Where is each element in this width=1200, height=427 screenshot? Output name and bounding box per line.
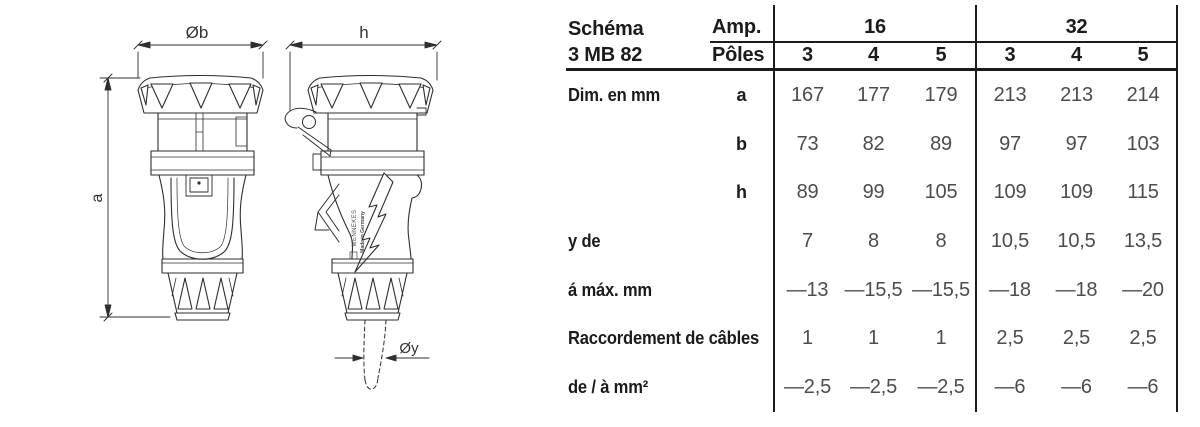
- wing-tab: [315, 184, 339, 242]
- value-cell: 8: [935, 229, 947, 252]
- amp-label: Amp.: [710, 5, 773, 43]
- value-cell: 115: [1110, 168, 1178, 217]
- value-cell: 89: [930, 132, 952, 155]
- dim-b-label: Øb: [185, 23, 209, 42]
- value-cell: —15,5: [912, 278, 970, 301]
- value-cell: 103: [1110, 120, 1178, 169]
- poles-32-4: 4: [1043, 43, 1110, 71]
- value-cell: 97: [975, 120, 1043, 169]
- value-cell: 2,5: [1062, 327, 1091, 350]
- value-cell: 167: [773, 71, 840, 120]
- dim-y-label: Øy: [399, 340, 419, 357]
- value-cell: 13,5: [1110, 217, 1178, 266]
- table-header-amp-row: [566, 5, 1178, 43]
- value-cell: 7: [773, 217, 840, 266]
- poles-32-3: 3: [975, 43, 1043, 71]
- value-cell: —18: [1055, 278, 1098, 301]
- value-cell: —15,5: [844, 278, 903, 301]
- value-cell: 2,5: [975, 315, 1043, 364]
- value-cell: 8: [868, 229, 879, 252]
- row-sub-label: [710, 217, 773, 266]
- brand-line1: MENNEKES: [352, 209, 358, 247]
- schema-value: 3 MB 82: [566, 43, 710, 71]
- value-cell: 1: [868, 327, 879, 350]
- value-cell: —18: [975, 266, 1043, 315]
- value-cell: 1: [935, 327, 947, 350]
- value-cell: 214: [1110, 71, 1178, 120]
- row-label: y de: [568, 230, 601, 251]
- row-label: de / à mm²: [568, 377, 649, 398]
- table-row: [566, 217, 1178, 266]
- value-cell: 105: [924, 181, 958, 204]
- dim-a: [89, 74, 170, 321]
- table-header-poles-row: [566, 43, 1178, 71]
- cap-grip-notches: [311, 83, 430, 108]
- brand-line2: Made in Germany: [360, 211, 366, 253]
- row-sub-label: [710, 363, 773, 412]
- row-label: Dim. en mm: [568, 84, 661, 105]
- poles-16-3: 3: [773, 43, 840, 71]
- front-view: [138, 76, 263, 321]
- row-sub-label: a: [736, 84, 747, 105]
- value-cell: 97: [1065, 132, 1088, 155]
- value-cell: 10,5: [975, 217, 1043, 266]
- value-cell: —2,5: [773, 363, 840, 412]
- schema-label: Schéma: [568, 18, 644, 40]
- value-cell: 109: [975, 168, 1043, 217]
- table-row: [566, 71, 1178, 120]
- row-label: Raccordement de câbles: [568, 328, 760, 349]
- dim-h-label: h: [359, 23, 369, 42]
- connector-drawing: [0, 0, 560, 427]
- value-cell: 82: [862, 132, 885, 155]
- value-cell: —6: [1110, 363, 1178, 412]
- value-cell: 1: [773, 315, 840, 364]
- value-cell: —6: [975, 363, 1043, 412]
- row-sub-label: h: [736, 182, 747, 203]
- value-cell: —2,5: [849, 376, 897, 399]
- table-row: [566, 120, 1178, 169]
- row-sub-label: b: [736, 133, 747, 154]
- poles-16-4: 4: [840, 43, 907, 71]
- dim-a-label: a: [89, 193, 106, 203]
- latch-lever: [285, 108, 331, 156]
- value-cell: —6: [1061, 376, 1092, 399]
- poles-32-5: 5: [1110, 43, 1178, 71]
- value-cell: —2,5: [917, 376, 965, 399]
- cable-dashed: [364, 320, 386, 389]
- table-row: [566, 363, 1178, 412]
- value-cell: 73: [773, 120, 840, 169]
- gland-grip-notches: [348, 278, 398, 309]
- value-cell: 99: [862, 181, 885, 204]
- table-row: [566, 168, 1178, 217]
- value-cell: 109: [1060, 181, 1093, 204]
- cap-grip-notches: [141, 83, 260, 108]
- value-cell: 2,5: [1110, 315, 1178, 364]
- dim-b: [134, 23, 267, 78]
- poles-16-5: 5: [907, 43, 975, 71]
- value-cell: 213: [1060, 83, 1093, 106]
- value-cell: 10,5: [1057, 229, 1096, 252]
- gland-grip-notches: [178, 278, 228, 309]
- value-cell: 179: [924, 83, 958, 106]
- spec-table: [566, 5, 1178, 412]
- amp-group-32: 32: [975, 5, 1178, 43]
- row-label: á máx. mm: [568, 279, 652, 300]
- row-sub-label: [710, 266, 773, 315]
- amp-group-16: 16: [773, 5, 975, 43]
- value-cell: —20: [1110, 266, 1178, 315]
- value-cell: 213: [975, 71, 1043, 120]
- latch-button: [186, 175, 212, 196]
- poles-label: Pôles: [710, 43, 773, 71]
- table-row: [566, 315, 1178, 364]
- value-cell: —13: [773, 266, 840, 315]
- table-row: [566, 266, 1178, 315]
- value-cell: 89: [773, 168, 840, 217]
- value-cell: 177: [857, 83, 890, 106]
